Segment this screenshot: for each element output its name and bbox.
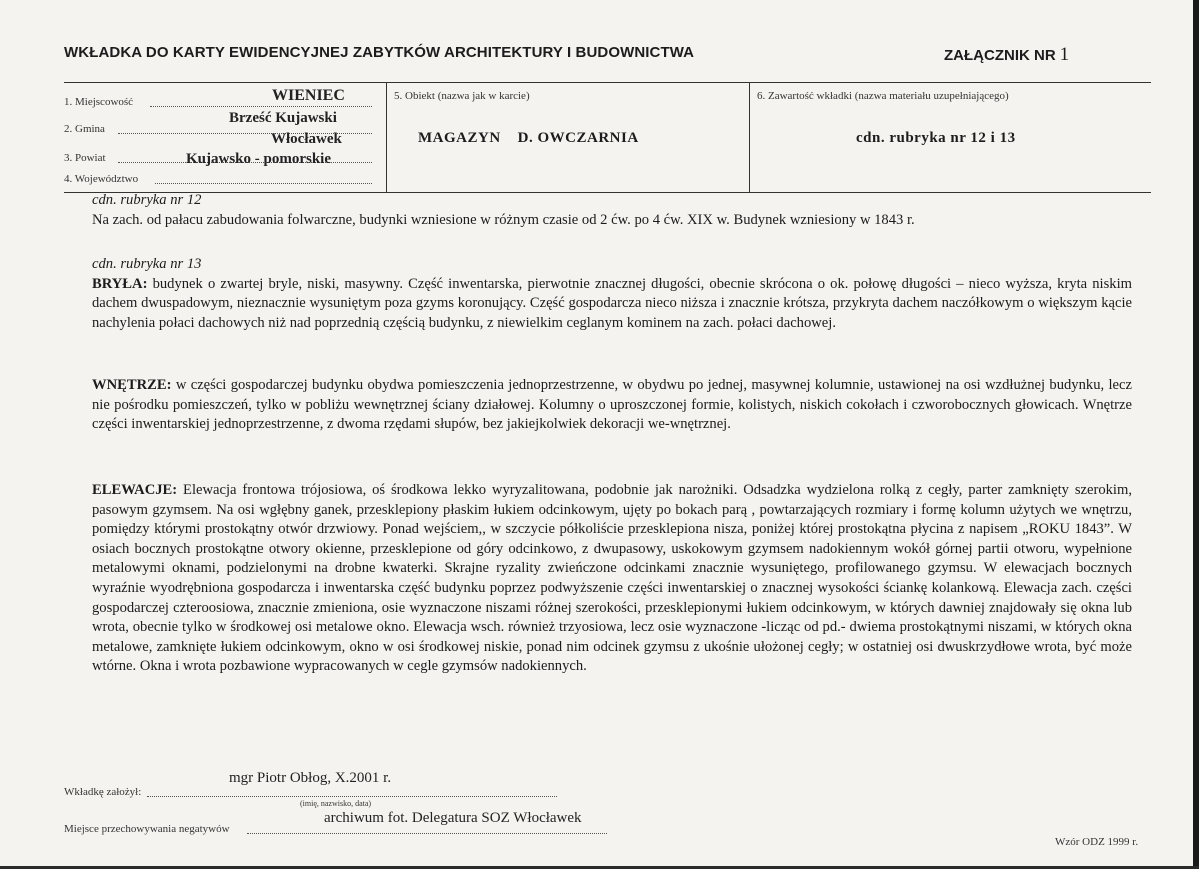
interior-label: WNĘTRZE: [92, 377, 172, 393]
scan-right-edge [1193, 0, 1199, 869]
contents-label: 6. Zawartość wkładki (nazwa materiału uzupełniającego) [757, 90, 1009, 102]
voivodeship-label: 4. Województwo [64, 173, 139, 185]
annex-number: 1 [1059, 44, 1070, 65]
bryla-label: BRYŁA: [92, 275, 148, 292]
voivodeship-dots [155, 183, 372, 184]
county-value: Kujawsko - pomorskie [186, 151, 332, 167]
elevations-text: Elewacja frontowa trójosiowa, oś środkowa lekko wyryzalitowana, podobnie jak narożniki. Odsadzka wydzielona rolką z cegły, parter zamknięty szerokim, pasowym gzymsem. Na osi wgłębny ganek, przesklepiony płaskim łukiem odcinkowym, ujęty po bokach parą , powtarzających rozmiary i formę kolumn użytych we wnętrzu, pomiędzy którymi prostokątny otwór drzwiowy. Ponad wejściem,, w szczycie półkoliście przesklepiona nisza, poniżej której prostokątna płycina z napisem „ROKU 1843”. W osiach bocznych prostokątne otwory okienne, przesklepione od góry odcinkowo, z dwupasowy, uskokowym gzymsem nadokiennym wokół górnej partii otworu, wypełnione metalowymi oknami, podzielonymi na drobne kwaterki. Skrajne ryzality zwieńczone odcinkami znacznie wysuniętego, profilowanego gzymsu. W elewacjach bocznych wyraźnie wyodrębniona gospodarcza i inwentarska część budynku poprzez podwyższenie części inwentarskiej o znacznej wysokości ściankę kolankową. Elewacja zach. części gospodarczej czteroosiowa, znacznie zmieniona, osie wyznaczone niszami różnej szerokości, przesklepionymi łukiem odcinkowym, w których dawniej znajdowały się okna lub wrota, obecnie tylko w środkowej osi metalowe okno. Elewacja wsch. również trzyosiowa, lecz osie wyznaczone -licząc od pd.- dwiema prostokątnymi niszami, w których okna metalowe, zamknięte łukiem odcinkowym, okno w osi środkowej niskie, ponad nim odcinek gzymsu z ukośnie ułożonej cegły; w ostatniej osi dwuskrzydłowe wrota, być może wtórne. Okna i wrota pozbawione wypracowanych w cegle gzymsów nadokiennych. [92, 482, 1132, 675]
archive-label: Miejsce przechowywania negatywów [64, 823, 230, 835]
bryla-text: budynek o zwartej bryle, niski, masywny. Część inwentarska, pierwotnie znacznej długości, obecnie skrócona o ok. połowę długości – nieco wyższa, kryta niskim dachem dwuspadowym, nieznacznie wysuniętym poza gzyms koronujący. Część gospodarcza nieco niższa i znacznie krótsza, przykryta dachem naczółkowym o większym kącie nachylenia połaci dachowych niż nad poprzednią częścią budynku, z niewielkim ceglanym kominem na zach. połaci dachowej. [92, 275, 1132, 331]
county-label: 3. Powiat [64, 152, 106, 164]
author-dots [147, 796, 557, 797]
section-12-text: Na zach. od pałacu zabudowania folwarczne, budynki wzniesione w różnym czasie od 2 ćw. po 4 ćw. XIX w. Budynek wzniesiony w 1843 r. [92, 211, 915, 228]
contents-value: cdn. rubryka nr 12 i 13 [856, 130, 1016, 146]
interior-text: w części gospodarczej budynku obydwa pomieszczenia jednoprzestrzenne, w obydwu po jednej, masywnej kolumnie, ustawionej na osi wzdłużnej budynku, lecz nie pośrodku pomieszczeń, tylko w pobliżu wewnętrznej ściany działowej. Kolumny o uproszczonej formie, kolistych, niskich cokołach i czworobocznych głowicach. Wnętrze części inwentarskiej jednoprzestrzenne, z dwoma rzędami słupów, bez jakiejkolwiek dekoracji we-wnętrznej. [92, 377, 1132, 433]
header-rule [64, 82, 1151, 83]
interior-paragraph [92, 376, 1132, 435]
object-value: MAGAZYN D. OWCZARNIA [418, 130, 639, 146]
author-label: Wkładkę założył: [64, 786, 142, 798]
commune-value: Brześć Kujawski [229, 110, 337, 126]
annex-label-text: ZAŁĄCZNIK NR [944, 47, 1056, 64]
column-divider-1 [386, 82, 387, 192]
object-label: 5. Obiekt (nazwa jak w karcie) [394, 90, 530, 102]
section-13 [92, 255, 1132, 333]
section-12 [92, 191, 1132, 230]
author-value: mgr Piotr Obłog, X.2001 r. [229, 770, 392, 786]
locality-value: WIENIEC [272, 87, 345, 104]
commune-value-2: Włocławek [271, 131, 342, 147]
section-12-heading: cdn. rubryka nr 12 [92, 192, 202, 208]
column-divider-2 [749, 82, 750, 192]
author-hint: (imię, nazwisko, data) [300, 799, 372, 808]
elevations-label: ELEWACJE: [92, 482, 178, 498]
form-title: WKŁADKA DO KARTY EWIDENCYJNEJ ZABYTKÓW ARCHITEKTURY I BUDOWNICTWA [64, 44, 695, 61]
section-13-heading: cdn. rubryka nr 13 [92, 256, 202, 272]
locality-label: 1. Miejscowość [64, 96, 134, 108]
bryla-paragraph [92, 275, 1132, 334]
locality-dots [150, 106, 372, 107]
archive-value: archiwum fot. Delegatura SOZ Włocławek [324, 810, 582, 826]
template-note: Wzór ODZ 1999 r. [1055, 836, 1139, 848]
commune-label: 2. Gmina [64, 123, 105, 135]
elevations-paragraph [92, 481, 1132, 677]
archive-dots [247, 833, 607, 834]
annex-label [944, 44, 1069, 66]
